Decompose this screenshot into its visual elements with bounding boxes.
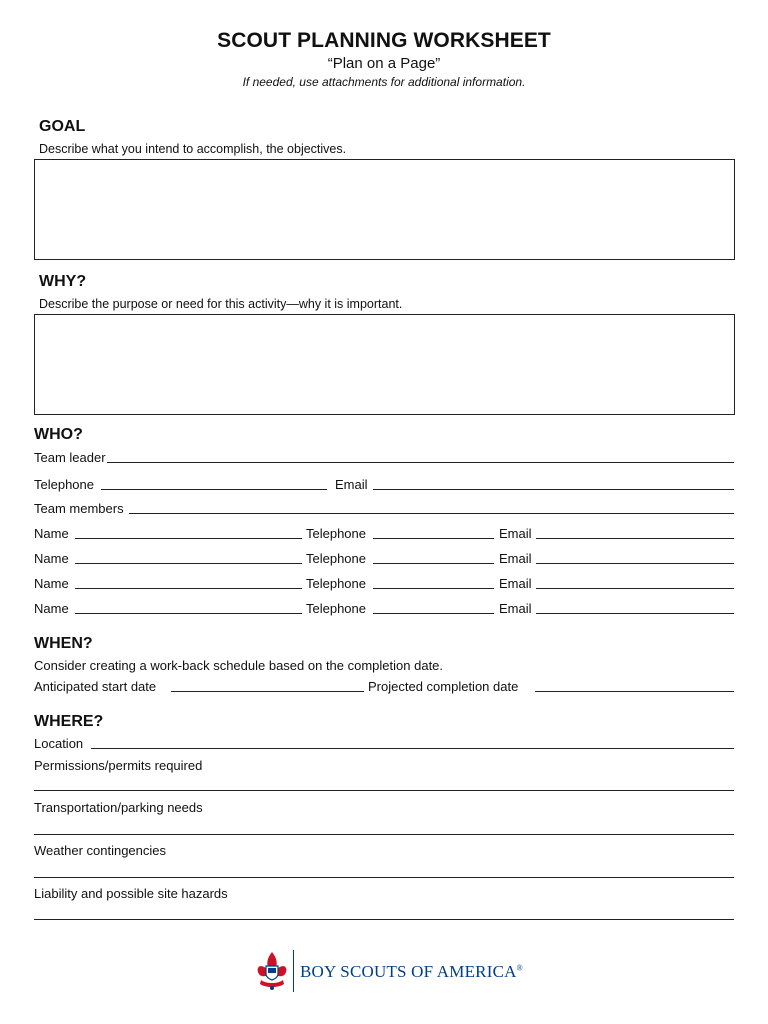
start-date-field[interactable] (171, 691, 364, 692)
member-telephone-label: Telephone (306, 576, 366, 591)
permissions-label: Permissions/permits required (34, 758, 203, 773)
goal-description: Describe what you intend to accomplish, the objectives. (39, 142, 347, 156)
member-telephone-field[interactable] (373, 563, 494, 564)
team-leader-label: Team leader (34, 450, 106, 465)
goal-text-box[interactable] (34, 159, 735, 260)
member-telephone-field[interactable] (373, 613, 494, 614)
why-text-box[interactable] (34, 314, 735, 415)
member-name-label: Name (34, 576, 69, 591)
location-row (34, 736, 734, 752)
liability-label: Liability and possible site hazards (34, 886, 228, 901)
member-email-field[interactable] (536, 588, 734, 589)
weather-row (34, 843, 734, 859)
team-leader-row (34, 450, 734, 466)
leader-telephone-label: Telephone (34, 477, 94, 492)
team-leader-field[interactable] (107, 462, 734, 463)
bsa-logo (254, 948, 523, 994)
who-heading: WHO? (34, 426, 83, 443)
member-telephone-label: Telephone (306, 601, 366, 616)
organization-name-text: BOY SCOUTS OF AMERICA (300, 962, 517, 981)
liability-row (34, 886, 734, 902)
team-members-field[interactable] (129, 513, 734, 514)
member-name-label: Name (34, 526, 69, 541)
leader-telephone-field[interactable] (101, 489, 327, 490)
goal-heading: GOAL (39, 118, 86, 135)
member-telephone-label: Telephone (306, 526, 366, 541)
member-name-label: Name (34, 601, 69, 616)
member-row (34, 526, 734, 542)
registered-mark: ® (516, 963, 523, 973)
when-heading: WHEN? (34, 635, 93, 652)
completion-date-label: Projected completion date (368, 679, 519, 694)
transportation-label: Transportation/parking needs (34, 800, 203, 815)
member-email-field[interactable] (536, 563, 734, 564)
member-email-label: Email (499, 576, 532, 591)
member-row (34, 551, 734, 567)
page-title: SCOUT PLANNING WORKSHEET (217, 29, 551, 52)
team-members-row (34, 501, 734, 517)
member-name-field[interactable] (75, 538, 302, 539)
weather-field[interactable] (34, 877, 734, 878)
member-telephone-field[interactable] (373, 588, 494, 589)
member-name-field[interactable] (75, 588, 302, 589)
member-name-field[interactable] (75, 613, 302, 614)
location-label: Location (34, 736, 84, 751)
member-row (34, 576, 734, 592)
leader-email-label: Email (335, 477, 368, 492)
transportation-field[interactable] (34, 834, 734, 835)
member-email-label: Email (499, 601, 532, 616)
logo-divider (293, 950, 294, 992)
leader-contact-row (34, 477, 734, 493)
when-description: Consider creating a work-back schedule based on the completion date. (34, 658, 444, 673)
why-description: Describe the purpose or need for this activity—why it is important. (39, 297, 403, 311)
member-email-field[interactable] (536, 613, 734, 614)
team-members-label: Team members (34, 501, 124, 516)
leader-email-field[interactable] (373, 489, 734, 490)
member-row (34, 601, 734, 617)
fleur-de-lis-eagle-icon (254, 950, 290, 992)
member-email-label: Email (499, 551, 532, 566)
transportation-row (34, 800, 734, 816)
permissions-field[interactable] (34, 790, 734, 791)
where-heading: WHERE? (34, 713, 104, 730)
attachments-note: If needed, use attachments for additional information. (242, 75, 526, 89)
member-name-label: Name (34, 551, 69, 566)
member-email-field[interactable] (536, 538, 734, 539)
page-subtitle: “Plan on a Page” (327, 55, 441, 72)
completion-date-field[interactable] (535, 691, 734, 692)
start-date-label: Anticipated start date (34, 679, 157, 694)
member-telephone-label: Telephone (306, 551, 366, 566)
member-telephone-field[interactable] (373, 538, 494, 539)
weather-label: Weather contingencies (34, 843, 167, 858)
permissions-row (34, 758, 734, 774)
why-heading: WHY? (39, 273, 87, 290)
member-email-label: Email (499, 526, 532, 541)
member-name-field[interactable] (75, 563, 302, 564)
liability-field[interactable] (34, 919, 734, 920)
organization-name (300, 962, 523, 982)
dates-row (34, 679, 734, 695)
location-field[interactable] (91, 748, 734, 749)
